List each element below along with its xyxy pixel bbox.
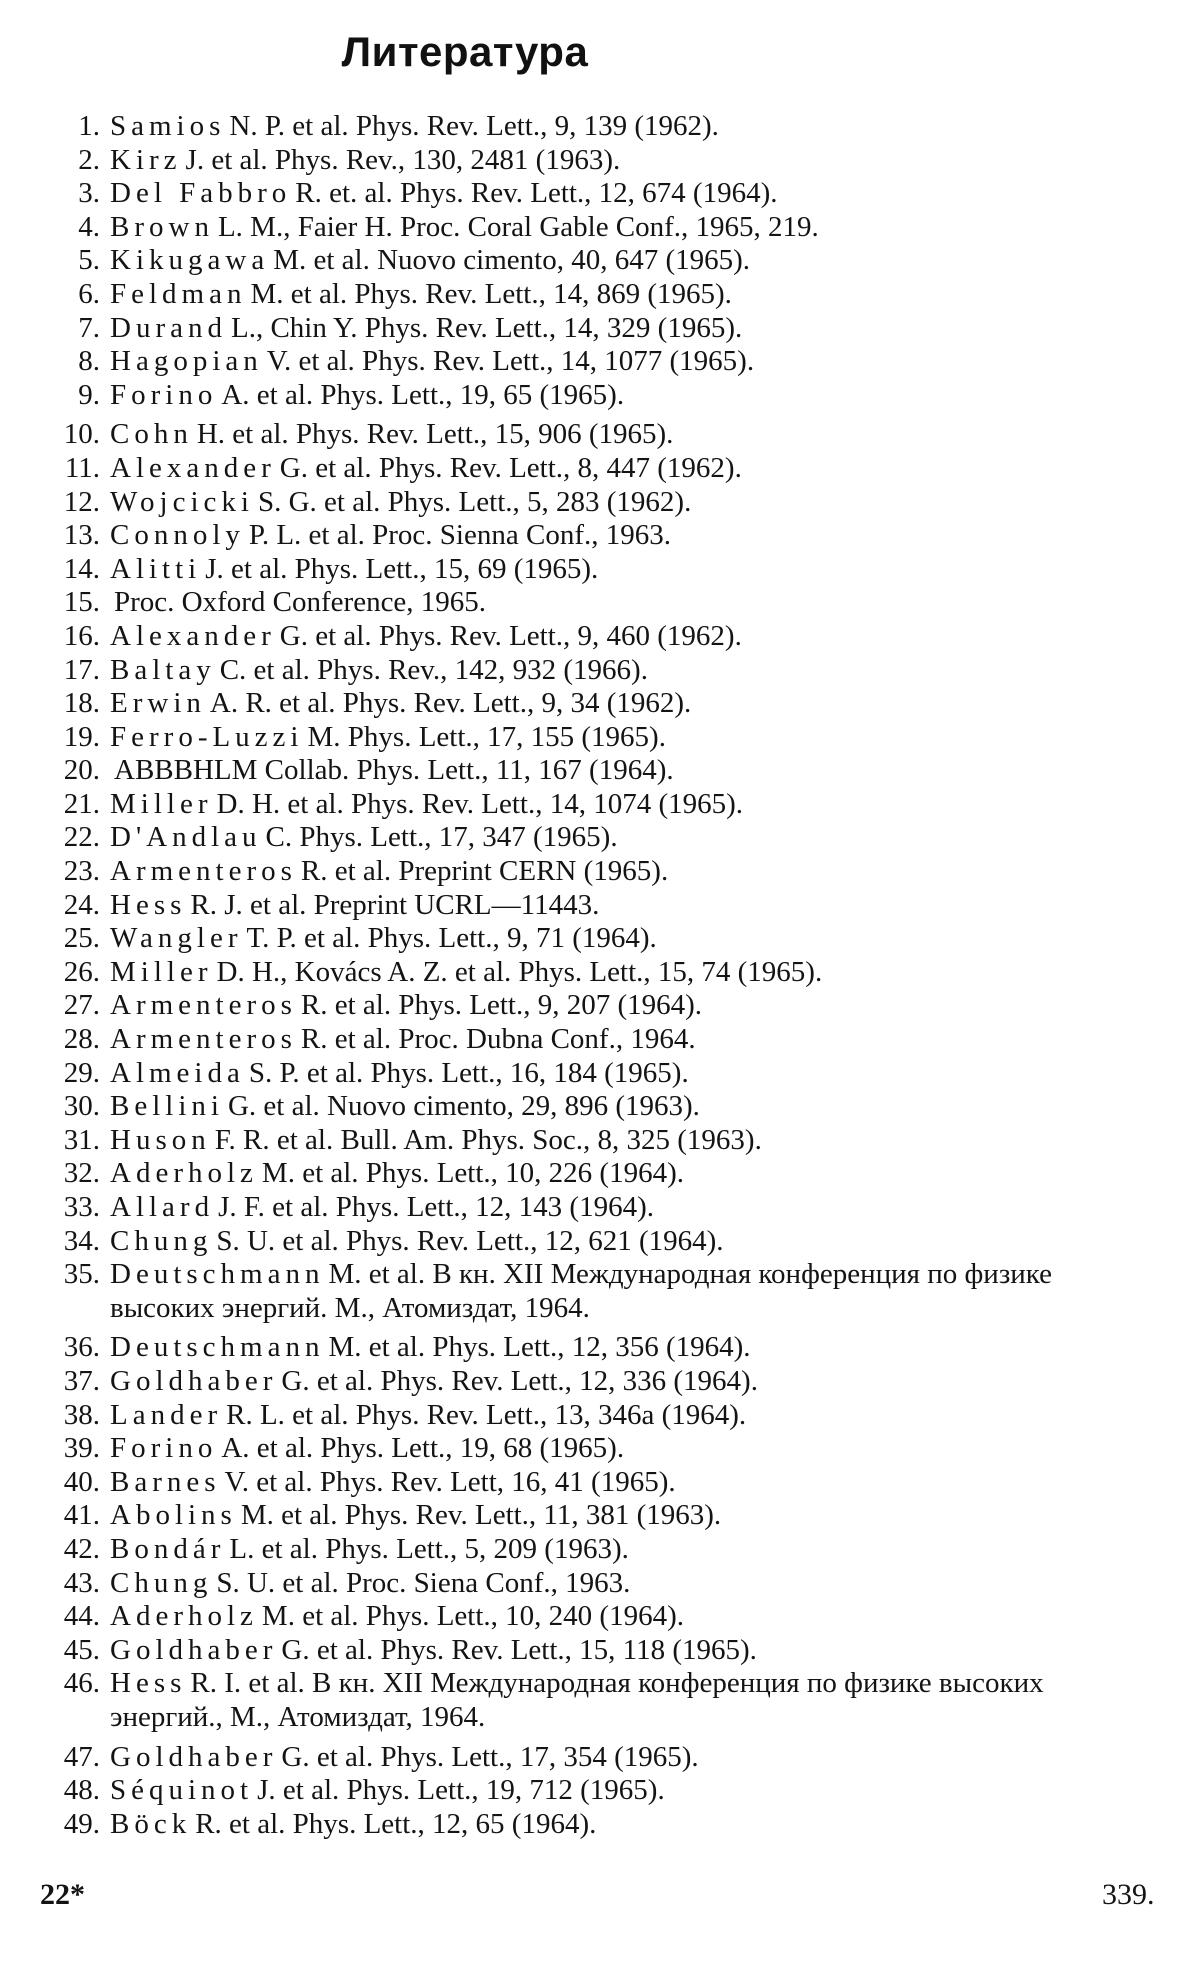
reference-citation: M. et al. Phys. Lett., 10, 226 (1964). <box>261 1157 684 1190</box>
reference-number: 24. <box>63 888 100 921</box>
reference-citation: N. P. et al. Phys. Rev. Lett., 9, 139 (1962). <box>229 110 719 142</box>
reference-author: Connoly <box>110 519 245 552</box>
reference-item <box>38 922 1158 956</box>
reference-author: Baltay <box>110 653 216 686</box>
reference-author: Armenteros <box>110 989 297 1022</box>
reference-item <box>38 586 1158 620</box>
reference-author: Aderholz <box>110 1157 258 1190</box>
reference-author: Cohn <box>110 418 193 451</box>
reference-item <box>38 620 1158 654</box>
reference-number: 30. <box>63 1090 100 1123</box>
reference-item <box>38 1331 1158 1365</box>
reference-number: 32. <box>63 1157 100 1190</box>
reference-text <box>110 1124 1158 1158</box>
reference-author: Allard <box>110 1191 215 1223</box>
reference-author: Böck <box>110 1807 192 1840</box>
reference-author: Erwin <box>110 687 206 720</box>
reference-item <box>38 1432 1158 1466</box>
reference-number: 15. <box>63 586 100 619</box>
reference-text <box>110 1399 1158 1433</box>
reference-citation: M. et al. В кн. XII Международная конференция по физике высоких энергий. М., Атомиздат, 1964. <box>110 1258 1053 1324</box>
reference-citation: R. L. et al. Phys. Rev. Lett., 13, 346a (1964). <box>226 1398 747 1431</box>
reference-item <box>38 821 1158 855</box>
reference-number: 29. <box>63 1056 100 1089</box>
reference-citation: J. et al. Phys. Lett., 15, 69 (1965). <box>205 552 599 585</box>
reference-text <box>110 654 1158 688</box>
reference-author: Wangler <box>110 922 243 955</box>
reference-citation: M. et al. Phys. Lett., 10, 240 (1964). <box>261 1600 684 1633</box>
reference-author: Hess <box>110 1667 187 1700</box>
reference-text <box>110 1191 1158 1225</box>
reference-author: Chung <box>110 1224 213 1257</box>
reference-number: 41. <box>63 1499 100 1532</box>
reference-number: 8. <box>78 345 100 378</box>
reference-author: Armenteros <box>110 1023 297 1056</box>
reference-number: 19. <box>63 720 100 753</box>
reference-number: 33. <box>63 1191 100 1223</box>
reference-number: 31. <box>63 1123 100 1156</box>
reference-text <box>110 553 1158 587</box>
reference-text <box>110 1023 1158 1057</box>
reference-item <box>38 278 1158 312</box>
reference-author: Séquinot <box>110 1774 254 1807</box>
reference-author: Goldhaber <box>110 1633 278 1666</box>
reference-number: 17. <box>63 653 100 686</box>
reference-number: 14. <box>63 552 100 585</box>
reference-number: 37. <box>63 1364 100 1397</box>
reference-item <box>38 177 1158 211</box>
reference-text <box>110 1774 1158 1808</box>
reference-author: Bellini <box>110 1090 224 1123</box>
reference-text <box>110 788 1158 822</box>
reference-text <box>110 821 1158 855</box>
reference-text <box>110 177 1158 211</box>
reference-number: 28. <box>63 1023 100 1056</box>
reference-author: Deutschmann <box>110 1331 325 1364</box>
reference-text <box>110 244 1158 278</box>
page-number: 339. <box>1102 1878 1155 1911</box>
reference-item <box>38 312 1158 346</box>
reference-item <box>38 1157 1158 1191</box>
reference-number: 43. <box>63 1566 100 1599</box>
reference-number: 36. <box>63 1331 100 1364</box>
reference-author: Kikugawa <box>110 244 270 277</box>
reference-number: 46. <box>63 1667 100 1700</box>
reference-text <box>110 452 1158 486</box>
reference-text <box>110 855 1158 889</box>
reference-text <box>110 312 1158 346</box>
reference-text <box>110 345 1158 379</box>
reference-number: 49. <box>63 1807 100 1840</box>
reference-citation: J. et al. Phys. Lett., 19, 712 (1965). <box>257 1774 665 1807</box>
reference-text <box>110 1057 1158 1091</box>
reference-text <box>110 1634 1158 1668</box>
reference-number: 16. <box>63 619 100 652</box>
reference-citation: ABBBHLM Collab. Phys. Lett., 11, 167 (1964). <box>114 754 674 787</box>
reference-number: 23. <box>63 855 100 888</box>
reference-number: 26. <box>63 955 100 988</box>
reference-item <box>38 1466 1158 1500</box>
reference-citation: S. U. et al. Phys. Rev. Lett., 12, 621 (1964). <box>216 1224 724 1257</box>
reference-author: Alexander <box>110 619 276 652</box>
reference-citation: C. et al. Phys. Rev., 142, 932 (1966). <box>219 653 648 686</box>
reference-text <box>110 1432 1158 1466</box>
reference-item <box>38 244 1158 278</box>
reference-citation: T. P. et al. Phys. Lett., 9, 71 (1964). <box>246 922 657 955</box>
reference-citation: J. F. et al. Phys. Lett., 12, 143 (1964). <box>218 1191 654 1223</box>
reference-item <box>38 1023 1158 1057</box>
signature-mark: 22* <box>40 1878 85 1911</box>
reference-item <box>38 1090 1158 1124</box>
reference-number: 10. <box>63 418 100 451</box>
reference-author: Bondár <box>110 1532 226 1565</box>
reference-author: Goldhaber <box>110 1364 278 1397</box>
reference-author: Almeida <box>110 1056 245 1089</box>
reference-author: Wojcicki <box>110 485 254 518</box>
reference-number: 21. <box>63 787 100 820</box>
reference-text <box>110 1258 1158 1325</box>
reference-author: Lander <box>110 1398 223 1431</box>
reference-author: Goldhaber <box>110 1740 278 1773</box>
reference-number: 42. <box>63 1532 100 1565</box>
reference-citation: V. et al. Phys. Rev. Lett, 16, 41 (1965). <box>224 1465 676 1498</box>
reference-text <box>110 1466 1158 1500</box>
reference-number: 45. <box>63 1633 100 1666</box>
reference-number: 13. <box>63 519 100 552</box>
reference-author: Hess <box>110 888 187 921</box>
reference-number: 25. <box>63 922 100 955</box>
reference-citation: V. et al. Phys. Rev. Lett., 14, 1077 (1965). <box>266 345 755 378</box>
reference-author: Miller <box>110 787 213 820</box>
reference-citation: M. et al. Phys. Lett., 12, 356 (1964). <box>328 1331 751 1364</box>
reference-text <box>110 144 1158 178</box>
reference-number: 35. <box>63 1258 100 1291</box>
reference-citation: G. et al. Phys. Rev. Lett., 15, 118 (1965). <box>281 1633 757 1666</box>
reference-item <box>38 1808 1158 1842</box>
reference-number: 22. <box>63 821 100 854</box>
reference-item <box>38 452 1158 486</box>
reference-text <box>110 1331 1158 1365</box>
reference-list <box>38 110 1158 1841</box>
reference-author: Forino <box>110 1432 218 1465</box>
reference-number: 2. <box>78 143 100 176</box>
reference-text <box>110 418 1158 452</box>
reference-citation: M. et al. Nuovo cimento, 40, 647 (1965). <box>273 244 751 277</box>
reference-author: Hagopian <box>110 345 263 378</box>
reference-citation: G. et al. Phys. Rev. Lett., 8, 447 (1962). <box>279 451 742 484</box>
reference-number: 20. <box>63 754 100 787</box>
reference-citation: F. R. et al. Bull. Am. Phys. Soc., 8, 325 (1963). <box>214 1123 762 1156</box>
reference-text <box>110 889 1158 923</box>
reference-citation: S. P. et al. Phys. Lett., 16, 184 (1965). <box>248 1056 689 1089</box>
reference-text <box>110 1157 1158 1191</box>
reference-citation: R. et. al. Phys. Rev. Lett., 12, 674 (1964). <box>295 177 778 210</box>
reference-number: 34. <box>63 1224 100 1257</box>
reference-item <box>38 211 1158 245</box>
reference-citation: L. M., Faier H. Proc. Coral Gable Conf., 1965, 219. <box>217 210 819 243</box>
reference-text <box>110 278 1158 312</box>
reference-text <box>110 721 1158 755</box>
reference-citation: R. et al. Proc. Dubna Conf., 1964. <box>300 1023 696 1056</box>
reference-item <box>38 1124 1158 1158</box>
reference-citation: H. et al. Phys. Rev. Lett., 15, 906 (1965). <box>196 418 674 451</box>
reference-citation: R. et al. Phys. Lett., 12, 65 (1964). <box>195 1807 597 1840</box>
reference-text <box>110 1365 1158 1399</box>
reference-item <box>38 1634 1158 1668</box>
reference-item <box>38 721 1158 755</box>
reference-item <box>38 687 1158 721</box>
reference-number: 40. <box>63 1465 100 1498</box>
reference-text <box>110 211 1158 245</box>
reference-number: 39. <box>63 1432 100 1465</box>
reference-citation: R. I. et al. В кн. XII Международная конференция по физике высоких энергий., М., Атомиздат, 1964. <box>110 1667 1044 1733</box>
reference-citation: D. H., Kovács A. Z. et al. Phys. Lett., 15, 74 (1965). <box>216 955 823 988</box>
reference-author: Barnes <box>110 1465 221 1498</box>
reference-text <box>110 620 1158 654</box>
reference-item <box>38 553 1158 587</box>
reference-author: Deutschmann <box>110 1258 325 1291</box>
reference-author: Forino <box>110 378 218 411</box>
reference-author: D'Andlau <box>110 821 262 854</box>
reference-text <box>110 1600 1158 1634</box>
reference-author: Alitti <box>110 552 202 585</box>
reference-number: 11. <box>64 451 100 484</box>
reference-number: 18. <box>63 687 100 720</box>
reference-citation: J. et al. Phys. Rev., 130, 2481 (1963). <box>185 143 621 176</box>
reference-citation: G. et al. Nuovo cimento, 29, 896 (1963). <box>227 1090 700 1123</box>
reference-item <box>38 1191 1158 1225</box>
reference-item <box>38 1774 1158 1808</box>
reference-author: Abolins <box>110 1499 237 1532</box>
reference-text <box>110 1533 1158 1567</box>
reference-text <box>110 754 1158 788</box>
reference-item <box>38 855 1158 889</box>
reference-text <box>110 1090 1158 1124</box>
reference-text <box>110 519 1158 553</box>
reference-number: 27. <box>63 989 100 1022</box>
reference-citation: S. U. et al. Proc. Siena Conf., 1963. <box>216 1566 631 1599</box>
reference-citation: M. et al. Phys. Rev. Lett., 14, 869 (1965). <box>250 277 732 310</box>
reference-text <box>110 687 1158 721</box>
reference-citation: D. H. et al. Phys. Rev. Lett., 14, 1074 (1965). <box>216 787 744 820</box>
reference-text <box>110 1499 1158 1533</box>
reference-number: 1. <box>78 110 100 142</box>
reference-item <box>38 486 1158 520</box>
reference-citation: Proc. Oxford Conference, 1965. <box>114 586 487 619</box>
reference-citation: C. Phys. Lett., 17, 347 (1965). <box>265 821 618 854</box>
reference-item <box>38 1365 1158 1399</box>
reference-number: 3. <box>78 177 100 210</box>
reference-citation: R. et al. Preprint CERN (1965). <box>300 855 669 888</box>
reference-author: Del Fabbro <box>110 177 292 210</box>
reference-text <box>110 1808 1158 1842</box>
reference-number: 47. <box>63 1740 100 1773</box>
reference-item <box>38 379 1158 413</box>
reference-author: Chung <box>110 1566 213 1599</box>
reference-number: 44. <box>63 1600 100 1633</box>
reference-citation: G. et al. Phys. Rev. Lett., 12, 336 (1964). <box>281 1364 758 1397</box>
reference-text <box>110 1567 1158 1601</box>
reference-item <box>38 345 1158 379</box>
reference-author: Aderholz <box>110 1600 258 1633</box>
reference-item <box>38 1741 1158 1775</box>
reference-author: Kirz <box>110 143 182 176</box>
reference-author: Alexander <box>110 451 276 484</box>
reference-author: Huson <box>110 1123 211 1156</box>
reference-text <box>110 989 1158 1023</box>
reference-text <box>110 586 1158 620</box>
reference-item <box>38 519 1158 553</box>
reference-text <box>110 486 1158 520</box>
reference-item <box>38 889 1158 923</box>
reference-item <box>38 989 1158 1023</box>
reference-author: Samios <box>110 110 226 142</box>
reference-item <box>38 788 1158 822</box>
reference-citation: M. et al. Phys. Rev. Lett., 11, 381 (1963). <box>240 1499 722 1532</box>
reference-citation: L., Chin Y. Phys. Rev. Lett., 14, 329 (1965). <box>230 311 743 344</box>
reference-citation: R. J. et al. Preprint UCRL—11443. <box>190 888 600 921</box>
page-heading: Литература <box>341 28 589 75</box>
reference-text <box>110 379 1158 413</box>
reference-number: 7. <box>78 311 100 344</box>
reference-item <box>38 1399 1158 1433</box>
reference-citation: L. et al. Phys. Lett., 5, 209 (1963). <box>229 1532 629 1565</box>
reference-author: Durand <box>110 311 227 344</box>
reference-number: 9. <box>78 378 100 411</box>
reference-item <box>38 1225 1158 1259</box>
reference-citation: A. R. et al. Phys. Rev. Lett., 9, 34 (1962). <box>209 687 692 720</box>
reference-item <box>38 754 1158 788</box>
reference-text <box>110 922 1158 956</box>
reference-item <box>38 654 1158 688</box>
reference-author: Miller <box>110 955 213 988</box>
reference-number: 5. <box>78 244 100 277</box>
reference-author: Brown <box>110 210 214 243</box>
reference-text <box>110 1741 1158 1775</box>
reference-text <box>110 1225 1158 1259</box>
reference-citation: A. et al. Phys. Lett., 19, 68 (1965). <box>221 1432 625 1465</box>
reference-item <box>38 418 1158 452</box>
reference-number: 48. <box>63 1774 100 1807</box>
reference-number: 6. <box>78 277 100 310</box>
reference-item <box>38 110 1158 144</box>
reference-item <box>38 956 1158 990</box>
reference-item <box>38 144 1158 178</box>
reference-item <box>38 1567 1158 1601</box>
reference-text <box>110 1667 1158 1734</box>
reference-citation: P. L. et al. Proc. Sienna Conf., 1963. <box>248 519 671 552</box>
reference-number: 12. <box>63 485 100 518</box>
reference-number: 38. <box>63 1398 100 1431</box>
reference-number: 4. <box>78 210 100 243</box>
reference-item <box>38 1057 1158 1091</box>
reference-item <box>38 1499 1158 1533</box>
reference-item <box>38 1600 1158 1634</box>
reference-citation: S. G. et al. Phys. Lett., 5, 283 (1962). <box>257 485 692 518</box>
reference-text <box>110 956 1158 990</box>
reference-author: Ferro-Luzzi <box>110 720 304 753</box>
reference-citation: R. et al. Phys. Lett., 9, 207 (1964). <box>300 989 703 1022</box>
reference-item <box>38 1667 1158 1734</box>
reference-text <box>110 110 1158 144</box>
reference-citation: G. et al. Phys. Rev. Lett., 9, 460 (1962). <box>279 619 742 652</box>
reference-author: Armenteros <box>110 855 297 888</box>
reference-item <box>38 1533 1158 1567</box>
reference-citation: A. et al. Phys. Lett., 19, 65 (1965). <box>221 378 625 411</box>
reference-author: Feldman <box>110 277 247 310</box>
reference-citation: G. et al. Phys. Lett., 17, 354 (1965). <box>281 1740 699 1773</box>
reference-item <box>38 1258 1158 1325</box>
reference-citation: M. Phys. Lett., 17, 155 (1965). <box>307 720 666 753</box>
